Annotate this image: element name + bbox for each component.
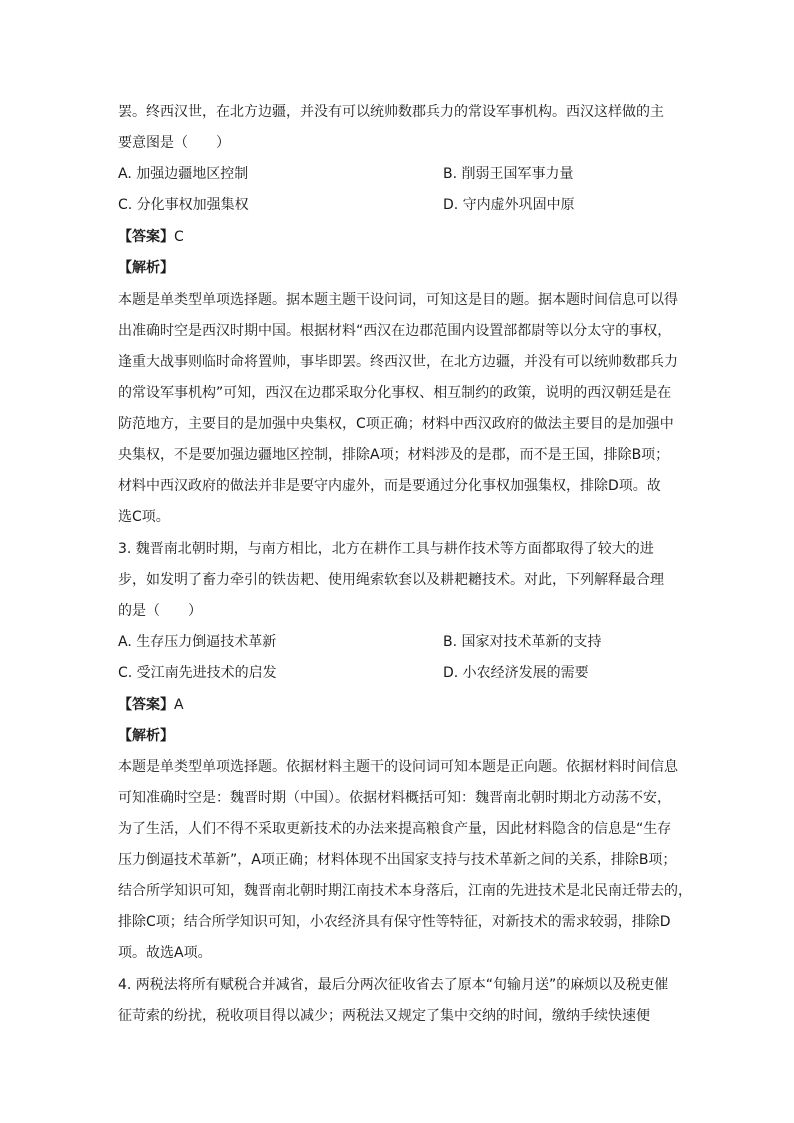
q3-analysis-line-4: 压力倒逼技术革新”，A项正确；材料体现不出国家支持与技术革新之间的关系，排除B项； [118,852,677,868]
q3-analysis-line-7: 项。故选A项。 [118,945,212,961]
q3-stem-line-2: 步，如发明了畜力牵引的铁齿耙、使用绳索软套以及耕耙耱技术。对此，下列解释最合理 [118,572,664,588]
q2-analysis-line-1: 本题是单类型单项选择题。据本题主题干设问词，可知这是目的题。据本题时间信息可以得 [118,292,678,308]
q3-option-a: A. 生存压力倒逼技术革新 [118,634,277,650]
q3-option-b: B. 国家对技术革新的支持 [443,634,602,650]
q2-analysis-line-8: 选C项。 [118,509,170,525]
q3-stem-line-3: 的是（ ） [118,603,202,619]
q2-option-b: B. 削弱王国军事力量 [443,166,574,182]
q2-option-a: A. 加强边疆地区控制 [118,166,249,182]
q2-answer-label: 【答案】 [118,229,174,245]
q2-analysis-line-6: 央集权，不是要加强边疆地区控制，排除A项；材料涉及的是郡，而不是王国，排除B项； [118,447,670,463]
q2-stem-line-2: 要意图是（ ） [118,135,230,151]
q3-analysis-line-1: 本题是单类型单项选择题。依据材料主题干的设问词可知本题是正向题。依据材料时间信息 [118,759,678,775]
q3-option-d: D. 小农经济发展的需要 [443,665,589,681]
q2-analysis-label: 【解析】 [118,260,174,276]
q3-analysis-line-6: 排除C项；结合所学知识可知，小农经济具有保守性等特征，对新技术的需求较弱，排除D [118,914,671,930]
q3-analysis-line-2: 可知准确时空是：魏晋时期（中国）。依据材料概括可知：魏晋南北朝时期北方动荡不安， [118,790,671,806]
q4-stem-line-2: 征苛索的纷扰，税收项目得以减少；两税法又规定了集中交纳的时间，缴纳手续快速便 [118,1008,650,1024]
q3-answer-value: A [174,697,184,713]
q3-option-c: C. 受江南先进技术的启发 [118,665,277,681]
q2-answer [118,227,678,247]
q4-stem-line-1: 4. 两税法将所有赋税合并减省，最后分两次征收省去了原本“旬输月送”的麻烦以及税吏催 [118,977,669,993]
q2-option-c: C. 分化事权加强集权 [118,197,249,213]
q3-analysis-line-5: 结合所学知识可知，魏晋南北朝时期江南技术本身落后，江南的先进技术是北民南迁带去的， [118,883,692,899]
q2-analysis-line-2: 出准确时空是西汉时期中国。根据材料“西汉在边郡范围内设置部都尉等以分太守的事权， [118,323,672,339]
q3-answer [118,695,678,715]
q3-analysis-label: 【解析】 [118,728,174,744]
q2-option-d: D. 守内虚外巩固中原 [443,197,575,213]
q3-answer-label: 【答案】 [118,697,174,713]
q2-analysis-line-5: 防范地方，主要目的是加强中央集权，C项正确；材料中西汉政府的做法主要目的是加强中 [118,416,674,432]
q2-answer-value: C [174,229,184,245]
q2-analysis-line-4: 的常设军事机构”可知，西汉在边郡采取分化事权、相互制约的政策，说明的西汉朝廷是在 [118,385,672,401]
q3-stem-line-1: 3. 魏晋南北朝时期，与南方相比，北方在耕作工具与耕作技术等方面都取得了较大的进 [118,541,654,557]
q2-analysis-line-3: 逢重大战事则临时命将置帅，事毕即罢。终西汉世，在北方边疆，并没有可以统帅数郡兵力 [118,354,678,370]
q2-analysis-line-7: 材料中西汉政府的做法并非是要守内虚外，而是要通过分化事权加强集权，排除D项。故 [118,478,661,494]
q2-stem-line-1: 罢。终西汉世，在北方边疆，并没有可以统帅数郡兵力的常设军事机构。西汉这样做的主 [118,104,664,120]
q3-analysis-line-3: 为了生活，人们不得不采取更新技术的办法来提高粮食产量，因此材料隐含的信息是“生存 [118,821,672,837]
